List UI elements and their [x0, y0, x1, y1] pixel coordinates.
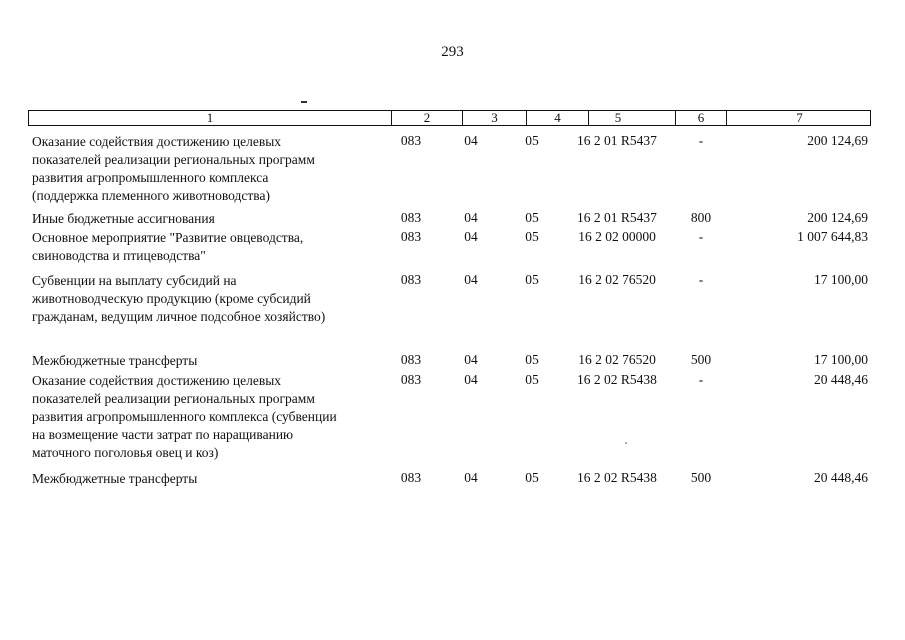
row-grbs: 083 [400, 372, 422, 387]
row-name [32, 229, 392, 265]
row-name [32, 372, 392, 462]
row-name-line: Оказание содействия достижению целевых [32, 373, 282, 388]
header-col-6: 6 [676, 111, 727, 125]
row-expense-type: - [698, 372, 704, 387]
row-grbs: 083 [400, 352, 422, 367]
row-name-line: Межбюджетные трансферты [32, 471, 198, 486]
page-number: 293 [441, 44, 464, 60]
header-col-5: 5 [561, 111, 676, 125]
table-header [28, 110, 871, 126]
row-name-line: животноводческую продукцию (кроме субсидий [32, 291, 311, 306]
row-grbs: 083 [400, 229, 422, 244]
row-expense-type: - [698, 229, 704, 244]
row-name-line: маточного поголовья овец и коз) [32, 445, 219, 460]
row-amount: 17 100,00 [814, 352, 868, 367]
row-section: 04 [464, 352, 478, 367]
header-col-2: 2 [392, 111, 463, 125]
row-target-code: 16 2 02 R5438 [577, 372, 657, 387]
row-name-line: свиноводства и птицеводства" [32, 248, 206, 263]
row-name [32, 470, 392, 488]
row-amount: 20 448,46 [814, 470, 868, 485]
row-name [32, 133, 392, 205]
row-subsection: 05 [525, 229, 539, 244]
row-target-code: 16 2 02 76520 [578, 352, 656, 367]
row-amount: 1 007 644,83 [797, 229, 868, 244]
row-expense-type: 500 [690, 352, 712, 367]
row-name [32, 272, 392, 326]
header-col-3: 3 [463, 111, 527, 125]
row-subsection: 05 [525, 210, 539, 225]
row-subsection: 05 [525, 272, 539, 287]
row-section: 04 [464, 470, 478, 485]
row-section: 04 [464, 229, 478, 244]
row-subsection: 05 [525, 372, 539, 387]
row-name-line: Межбюджетные трансферты [32, 353, 198, 368]
row-name-line: гражданам, ведущим личное подсобное хозяйство) [32, 309, 326, 324]
row-name-line: Иные бюджетные ассигнования [32, 211, 215, 226]
scan-mark [301, 101, 307, 103]
row-section: 04 [464, 210, 478, 225]
row-amount: 200 124,69 [807, 133, 868, 148]
row-target-code: 16 2 01 R5437 [577, 133, 657, 148]
row-name-line: развития агропромышленного комплекса (субвенции [32, 409, 337, 424]
row-amount: 200 124,69 [807, 210, 868, 225]
row-expense-type: 500 [690, 470, 712, 485]
row-name-line: показателей реализации региональных программ [32, 391, 315, 406]
row-amount: 17 100,00 [814, 272, 868, 287]
row-expense-type: 800 [690, 210, 712, 225]
row-name [32, 352, 392, 370]
row-amount: 20 448,46 [814, 372, 868, 387]
row-subsection: 05 [525, 470, 539, 485]
row-name-line: Основное мероприятие "Развитие овцеводства, [32, 230, 304, 245]
row-grbs: 083 [400, 133, 422, 148]
row-target-code: 16 2 02 76520 [578, 272, 656, 287]
header-col-4: 4 [527, 111, 589, 125]
row-name-line: Субвенции на выплату субсидий на [32, 273, 237, 288]
row-expense-type: - [698, 272, 704, 287]
row-subsection: 05 [525, 133, 539, 148]
row-section: 04 [464, 372, 478, 387]
scan-speck [625, 442, 627, 444]
row-section: 04 [464, 272, 478, 287]
row-grbs: 083 [400, 470, 422, 485]
header-col-7: 7 [796, 110, 803, 125]
row-subsection: 05 [525, 352, 539, 367]
row-grbs: 083 [400, 272, 422, 287]
row-section: 04 [464, 133, 478, 148]
row-name-line: (поддержка племенного животноводства) [32, 188, 270, 203]
row-name [32, 210, 392, 228]
row-target-code: 16 2 01 R5437 [577, 210, 657, 225]
row-expense-type: - [698, 133, 704, 148]
header-col-1: 1 [29, 111, 392, 125]
row-name-line: Оказание содействия достижению целевых [32, 134, 282, 149]
row-target-code: 16 2 02 R5438 [577, 470, 657, 485]
row-name-line: на возмещение части затрат по наращиванию [32, 427, 294, 442]
row-target-code: 16 2 02 00000 [578, 229, 656, 244]
row-name-line: показателей реализации региональных программ [32, 152, 315, 167]
row-grbs: 083 [400, 210, 422, 225]
row-name-line: развития агропромышленного комплекса [32, 170, 269, 185]
